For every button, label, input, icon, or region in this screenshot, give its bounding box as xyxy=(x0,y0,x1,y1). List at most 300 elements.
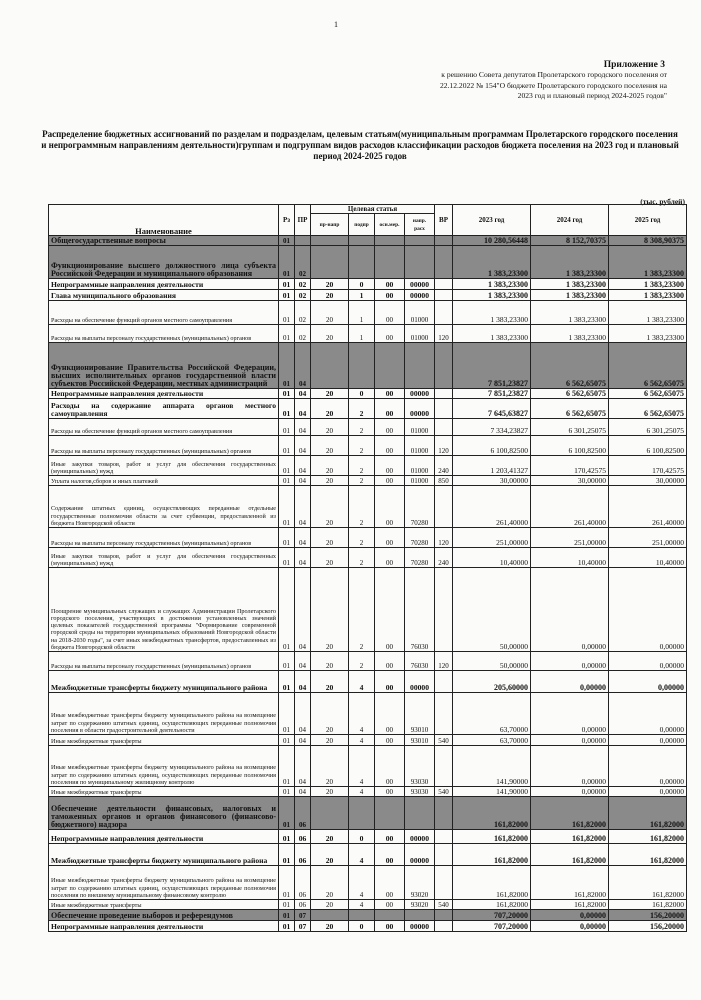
cell-napr-rash: 00000 xyxy=(405,290,435,301)
header-2025: 2025 год xyxy=(609,205,687,236)
cell-pr-napr: 20 xyxy=(311,921,349,932)
table-row xyxy=(49,486,687,528)
cell-2025: 6 562,65075 xyxy=(609,399,687,419)
cell-osn-mer: 00 xyxy=(375,746,405,787)
cell-vr xyxy=(435,389,453,399)
header-name: Наименование xyxy=(49,205,279,236)
cell-pr-napr: 20 xyxy=(311,528,349,548)
cell-2023: 205,60000 xyxy=(453,671,531,693)
cell-pr: 04 xyxy=(295,735,311,746)
cell-vr xyxy=(435,797,453,830)
cell-pr: 04 xyxy=(295,787,311,797)
cell-pr: 06 xyxy=(295,830,311,844)
cell-osn-mer: 00 xyxy=(375,844,405,866)
cell-podpr: 2 xyxy=(349,436,375,456)
cell-pr: 02 xyxy=(295,279,311,290)
table-row xyxy=(49,246,687,279)
cell-2025: 161,82000 xyxy=(609,900,687,910)
cell-2025: 0,00000 xyxy=(609,693,687,735)
cell-napr-rash: 70280 xyxy=(405,548,435,568)
cell-osn-mer: 00 xyxy=(375,735,405,746)
cell-name: Иные межбюджетные трансферты xyxy=(49,900,279,910)
cell-podpr: 1 xyxy=(349,301,375,325)
table-row xyxy=(49,290,687,301)
cell-pr-napr: 20 xyxy=(311,279,349,290)
cell-2025: 6 562,65075 xyxy=(609,343,687,389)
cell-name: Расходы на выплаты персоналу государственных (муниципальных) органов xyxy=(49,325,279,343)
cell-2023: 7 851,23827 xyxy=(453,343,531,389)
cell-pr-napr: 20 xyxy=(311,419,349,436)
cell-podpr xyxy=(349,797,375,830)
cell-2024: 6 100,82500 xyxy=(531,436,609,456)
cell-2024: 251,00000 xyxy=(531,528,609,548)
cell-2023: 50,00000 xyxy=(453,568,531,652)
cell-2023: 63,70000 xyxy=(453,735,531,746)
cell-podpr: 4 xyxy=(349,693,375,735)
header-podpr: подпр xyxy=(349,214,375,236)
cell-pr: 06 xyxy=(295,900,311,910)
cell-name: Уплата налогов,сборов и иных платежей xyxy=(49,476,279,486)
cell-2025: 0,00000 xyxy=(609,787,687,797)
cell-podpr: 4 xyxy=(349,671,375,693)
cell-podpr: 2 xyxy=(349,486,375,528)
cell-2024: 1 383,23300 xyxy=(531,325,609,343)
cell-napr-rash: 70280 xyxy=(405,486,435,528)
cell-pr-napr: 20 xyxy=(311,652,349,671)
cell-vr: 120 xyxy=(435,325,453,343)
cell-pr-napr: 20 xyxy=(311,900,349,910)
cell-rz: 01 xyxy=(279,735,295,746)
cell-vr xyxy=(435,866,453,900)
cell-name: Иные межбюджетные трансферты xyxy=(49,787,279,797)
cell-pr: 02 xyxy=(295,246,311,279)
cell-vr xyxy=(435,830,453,844)
cell-pr: 04 xyxy=(295,548,311,568)
cell-2024: 170,42575 xyxy=(531,456,609,476)
cell-napr-rash: 00000 xyxy=(405,830,435,844)
cell-rz: 01 xyxy=(279,568,295,652)
cell-vr xyxy=(435,746,453,787)
cell-pr-napr: 20 xyxy=(311,456,349,476)
cell-name: Обеспечение деятельности финансовых, налоговых и таможенных органов и органов финансового (финансово-бюджетного) надзора xyxy=(49,797,279,830)
cell-pr: 06 xyxy=(295,866,311,900)
cell-2023: 10 280,56448 xyxy=(453,236,531,246)
cell-pr: 06 xyxy=(295,797,311,830)
table-row xyxy=(49,568,687,652)
cell-osn-mer: 00 xyxy=(375,568,405,652)
header-rz: Рз xyxy=(279,205,295,236)
cell-pr: 04 xyxy=(295,456,311,476)
cell-2025: 0,00000 xyxy=(609,568,687,652)
cell-2023: 7 645,63827 xyxy=(453,399,531,419)
cell-osn-mer: 00 xyxy=(375,866,405,900)
cell-2025: 170,42575 xyxy=(609,456,687,476)
appendix-text: к решению Совета депутатов Пролетарского городского поселения от 22.12.2022 № 154"О бюджете Пролетарского городского поселения на 2023 год и плановый период 2024-2025 годов" xyxy=(439,70,667,100)
cell-2023: 7 334,23827 xyxy=(453,419,531,436)
cell-osn-mer: 00 xyxy=(375,787,405,797)
cell-2023: 707,20000 xyxy=(453,910,531,921)
header-pr-napr: пр-напр xyxy=(311,214,349,236)
cell-2024: 161,82000 xyxy=(531,830,609,844)
cell-vr: 120 xyxy=(435,528,453,548)
cell-osn-mer: 00 xyxy=(375,652,405,671)
cell-2023: 707,20000 xyxy=(453,921,531,932)
cell-2023: 141,90000 xyxy=(453,787,531,797)
table-row xyxy=(49,830,687,844)
budget-table xyxy=(48,204,687,932)
cell-2023: 1 383,23300 xyxy=(453,290,531,301)
header-napr-rash: напр. расх xyxy=(405,214,435,236)
table-row xyxy=(49,548,687,568)
cell-2024: 0,00000 xyxy=(531,693,609,735)
cell-pr-napr: 20 xyxy=(311,436,349,456)
cell-rz: 01 xyxy=(279,844,295,866)
table-row xyxy=(49,419,687,436)
cell-osn-mer: 00 xyxy=(375,301,405,325)
cell-2024: 6 301,25075 xyxy=(531,419,609,436)
cell-pr: 04 xyxy=(295,419,311,436)
table-row xyxy=(49,671,687,693)
cell-vr xyxy=(435,568,453,652)
table-row xyxy=(49,399,687,419)
cell-pr-napr: 20 xyxy=(311,290,349,301)
cell-podpr: 2 xyxy=(349,399,375,419)
cell-podpr: 2 xyxy=(349,528,375,548)
cell-rz: 01 xyxy=(279,236,295,246)
table-row xyxy=(49,528,687,548)
cell-osn-mer: 00 xyxy=(375,476,405,486)
cell-osn-mer: 00 xyxy=(375,389,405,399)
cell-pr: 04 xyxy=(295,693,311,735)
cell-pr-napr xyxy=(311,246,349,279)
cell-name: Функционирование высшего должностного лица субъекта Российской Федерации и муниципального образования xyxy=(49,246,279,279)
cell-pr: 06 xyxy=(295,844,311,866)
cell-name: Расходы на выплаты персоналу государственных (муниципальных) органов xyxy=(49,652,279,671)
cell-pr: 04 xyxy=(295,652,311,671)
cell-rz: 01 xyxy=(279,343,295,389)
cell-podpr: 2 xyxy=(349,652,375,671)
cell-2025: 261,40000 xyxy=(609,486,687,528)
cell-osn-mer: 00 xyxy=(375,486,405,528)
cell-2024: 1 383,23300 xyxy=(531,301,609,325)
cell-vr xyxy=(435,844,453,866)
cell-pr: 04 xyxy=(295,671,311,693)
cell-vr xyxy=(435,246,453,279)
cell-podpr: 0 xyxy=(349,389,375,399)
cell-2024: 0,00000 xyxy=(531,735,609,746)
cell-vr: 540 xyxy=(435,787,453,797)
table-row xyxy=(49,787,687,797)
header-2024: 2024 год xyxy=(531,205,609,236)
cell-rz: 01 xyxy=(279,246,295,279)
cell-2025: 0,00000 xyxy=(609,652,687,671)
cell-pr-napr: 20 xyxy=(311,866,349,900)
cell-2025: 161,82000 xyxy=(609,844,687,866)
cell-2024: 0,00000 xyxy=(531,746,609,787)
cell-podpr: 4 xyxy=(349,787,375,797)
header-osn-mer: осн.мер. xyxy=(375,214,405,236)
cell-2025: 1 383,23300 xyxy=(609,301,687,325)
cell-podpr: 4 xyxy=(349,844,375,866)
cell-2023: 161,82000 xyxy=(453,830,531,844)
cell-napr-rash: 00000 xyxy=(405,399,435,419)
cell-rz: 01 xyxy=(279,399,295,419)
cell-2023: 1 383,23300 xyxy=(453,325,531,343)
cell-2023: 161,82000 xyxy=(453,900,531,910)
cell-2023: 7 851,23827 xyxy=(453,389,531,399)
cell-2023: 30,00000 xyxy=(453,476,531,486)
cell-rz: 01 xyxy=(279,910,295,921)
cell-napr-rash xyxy=(405,910,435,921)
cell-napr-rash: 93020 xyxy=(405,900,435,910)
cell-pr-napr xyxy=(311,910,349,921)
table-row xyxy=(49,844,687,866)
cell-vr: 540 xyxy=(435,900,453,910)
cell-2024: 161,82000 xyxy=(531,900,609,910)
cell-vr xyxy=(435,671,453,693)
cell-vr: 120 xyxy=(435,652,453,671)
cell-name: Непрограммные направления деятельности xyxy=(49,830,279,844)
cell-osn-mer xyxy=(375,236,405,246)
cell-pr: 02 xyxy=(295,290,311,301)
cell-pr-napr: 20 xyxy=(311,693,349,735)
cell-napr-rash: 93030 xyxy=(405,787,435,797)
cell-rz: 01 xyxy=(279,528,295,548)
cell-2025: 156,20000 xyxy=(609,910,687,921)
cell-2023: 261,40000 xyxy=(453,486,531,528)
cell-vr xyxy=(435,236,453,246)
cell-osn-mer: 00 xyxy=(375,279,405,290)
cell-pr xyxy=(295,236,311,246)
cell-pr: 04 xyxy=(295,399,311,419)
table-row xyxy=(49,735,687,746)
cell-pr-napr: 20 xyxy=(311,844,349,866)
cell-2025: 156,20000 xyxy=(609,921,687,932)
cell-2023: 1 383,23300 xyxy=(453,301,531,325)
cell-pr-napr: 20 xyxy=(311,486,349,528)
header-target: Целевая статья xyxy=(311,205,435,214)
cell-rz: 01 xyxy=(279,290,295,301)
cell-podpr: 0 xyxy=(349,830,375,844)
cell-2025: 6 100,82500 xyxy=(609,436,687,456)
cell-pr: 04 xyxy=(295,389,311,399)
cell-osn-mer: 00 xyxy=(375,528,405,548)
cell-name: Непрограммные направления деятельности xyxy=(49,921,279,932)
cell-podpr: 1 xyxy=(349,325,375,343)
cell-osn-mer: 00 xyxy=(375,436,405,456)
cell-podpr: 4 xyxy=(349,900,375,910)
cell-napr-rash: 93030 xyxy=(405,746,435,787)
cell-vr: 850 xyxy=(435,476,453,486)
cell-napr-rash: 01000 xyxy=(405,476,435,486)
cell-2023: 1 383,23300 xyxy=(453,279,531,290)
cell-rz: 01 xyxy=(279,301,295,325)
cell-vr xyxy=(435,279,453,290)
cell-2025: 10,40000 xyxy=(609,548,687,568)
cell-vr: 240 xyxy=(435,456,453,476)
cell-podpr: 2 xyxy=(349,548,375,568)
cell-osn-mer: 00 xyxy=(375,399,405,419)
table-row xyxy=(49,652,687,671)
cell-name: Расходы на выплаты персоналу государственных (муниципальных) органов xyxy=(49,436,279,456)
cell-name: Межбюджетные трансферты бюджету муниципального района xyxy=(49,844,279,866)
cell-vr: 120 xyxy=(435,436,453,456)
cell-podpr: 4 xyxy=(349,866,375,900)
cell-2025: 161,82000 xyxy=(609,866,687,900)
table-row xyxy=(49,343,687,389)
cell-2025: 1 383,23300 xyxy=(609,279,687,290)
cell-2024: 0,00000 xyxy=(531,910,609,921)
cell-vr xyxy=(435,419,453,436)
document-title: Распределение бюджетных ассигнований по разделам и подразделам, целевым статьям(муниципальным программам Пролетарского городского поселения и непрограммным направлениям деятельности)группам и подгруппам видов расходов классификации расходов бюджета поселения на 2023 год и плановый период 2024-2025 годов xyxy=(41,129,679,161)
cell-napr-rash xyxy=(405,236,435,246)
cell-napr-rash xyxy=(405,797,435,830)
cell-2024: 0,00000 xyxy=(531,921,609,932)
cell-2024: 6 562,65075 xyxy=(531,399,609,419)
cell-osn-mer: 00 xyxy=(375,325,405,343)
cell-2024: 10,40000 xyxy=(531,548,609,568)
cell-pr: 07 xyxy=(295,921,311,932)
cell-pr-napr: 20 xyxy=(311,301,349,325)
cell-vr xyxy=(435,921,453,932)
cell-napr-rash: 93010 xyxy=(405,735,435,746)
cell-vr: 540 xyxy=(435,735,453,746)
cell-pr-napr: 20 xyxy=(311,399,349,419)
cell-pr: 02 xyxy=(295,301,311,325)
cell-pr-napr xyxy=(311,343,349,389)
cell-rz: 01 xyxy=(279,787,295,797)
cell-rz: 01 xyxy=(279,900,295,910)
cell-napr-rash: 01000 xyxy=(405,325,435,343)
cell-vr xyxy=(435,486,453,528)
cell-pr-napr: 20 xyxy=(311,325,349,343)
appendix-title: Приложение 3 xyxy=(603,60,665,70)
cell-napr-rash: 00000 xyxy=(405,921,435,932)
cell-name: Расходы на обеспечение функций органов местного самоуправления xyxy=(49,419,279,436)
table-row xyxy=(49,921,687,932)
cell-2025: 0,00000 xyxy=(609,671,687,693)
table-row xyxy=(49,389,687,399)
table-row xyxy=(49,866,687,900)
cell-2024: 6 562,65075 xyxy=(531,389,609,399)
table-row xyxy=(49,900,687,910)
cell-2025: 1 383,23300 xyxy=(609,290,687,301)
cell-name: Иные межбюджетные трансферты бюджету муниципального района на возмещение затрат по содержанию штатных единиц, осуществляющих переданные полномочия поселения по муниципальному жилищному контролю xyxy=(49,746,279,787)
cell-osn-mer xyxy=(375,343,405,389)
cell-name: Непрограммные направления деятельности xyxy=(49,279,279,290)
cell-rz: 01 xyxy=(279,866,295,900)
cell-name: Иные закупки товаров, работ и услуг для обеспечения государственных (муниципальных) нужд xyxy=(49,456,279,476)
cell-osn-mer: 00 xyxy=(375,671,405,693)
cell-vr xyxy=(435,290,453,301)
cell-name: Общегосударственные вопросы xyxy=(49,236,279,246)
cell-napr-rash: 93020 xyxy=(405,866,435,900)
cell-2024: 1 383,23300 xyxy=(531,290,609,301)
cell-podpr xyxy=(349,236,375,246)
cell-vr xyxy=(435,343,453,389)
cell-2025: 1 383,23300 xyxy=(609,246,687,279)
cell-pr: 04 xyxy=(295,568,311,652)
cell-2023: 1 203,41327 xyxy=(453,456,531,476)
cell-pr-napr: 20 xyxy=(311,389,349,399)
header-pr: ПР xyxy=(295,205,311,236)
cell-2025: 251,00000 xyxy=(609,528,687,548)
cell-name: Непрограммные направления деятельности xyxy=(49,389,279,399)
cell-pr: 04 xyxy=(295,486,311,528)
cell-pr-napr: 20 xyxy=(311,830,349,844)
cell-osn-mer: 00 xyxy=(375,830,405,844)
cell-pr: 07 xyxy=(295,910,311,921)
table-row xyxy=(49,325,687,343)
cell-rz: 01 xyxy=(279,279,295,290)
cell-rz: 01 xyxy=(279,671,295,693)
cell-2025: 161,82000 xyxy=(609,830,687,844)
cell-2023: 251,00000 xyxy=(453,528,531,548)
cell-pr-napr: 20 xyxy=(311,548,349,568)
cell-osn-mer: 00 xyxy=(375,419,405,436)
cell-name: Расходы на обеспечение функций органов местного самоуправления xyxy=(49,301,279,325)
cell-rz: 01 xyxy=(279,486,295,528)
cell-pr: 04 xyxy=(295,436,311,456)
table-row xyxy=(49,910,687,921)
cell-rz: 01 xyxy=(279,693,295,735)
cell-2025: 6 562,65075 xyxy=(609,389,687,399)
cell-osn-mer xyxy=(375,246,405,279)
cell-pr-napr: 20 xyxy=(311,671,349,693)
cell-rz: 01 xyxy=(279,830,295,844)
cell-osn-mer: 00 xyxy=(375,921,405,932)
cell-2024: 161,82000 xyxy=(531,866,609,900)
cell-osn-mer xyxy=(375,910,405,921)
cell-2025: 8 308,90375 xyxy=(609,236,687,246)
cell-rz: 01 xyxy=(279,797,295,830)
cell-podpr: 4 xyxy=(349,746,375,787)
cell-osn-mer: 00 xyxy=(375,693,405,735)
cell-rz: 01 xyxy=(279,476,295,486)
cell-podpr: 0 xyxy=(349,279,375,290)
cell-pr: 04 xyxy=(295,528,311,548)
cell-name: Расходы на содержание аппарата органов местного самоуправления xyxy=(49,399,279,419)
cell-pr-napr: 20 xyxy=(311,568,349,652)
cell-napr-rash: 01000 xyxy=(405,436,435,456)
cell-2024: 6 562,65075 xyxy=(531,343,609,389)
cell-2024: 8 152,70375 xyxy=(531,236,609,246)
cell-2023: 6 100,82500 xyxy=(453,436,531,456)
cell-vr: 240 xyxy=(435,548,453,568)
cell-pr-napr: 20 xyxy=(311,476,349,486)
table-row xyxy=(49,476,687,486)
cell-podpr: 0 xyxy=(349,921,375,932)
table-row xyxy=(49,797,687,830)
cell-podpr: 1 xyxy=(349,290,375,301)
cell-napr-rash xyxy=(405,343,435,389)
cell-pr: 04 xyxy=(295,746,311,787)
page-number: 1 xyxy=(334,20,338,29)
cell-2024: 0,00000 xyxy=(531,568,609,652)
cell-pr-napr xyxy=(311,797,349,830)
cell-2025: 161,82000 xyxy=(609,797,687,830)
cell-name: Межбюджетные трансферты бюджету муниципального района xyxy=(49,671,279,693)
cell-rz: 01 xyxy=(279,548,295,568)
header-vr: ВР xyxy=(435,205,453,236)
table-row xyxy=(49,746,687,787)
cell-rz: 01 xyxy=(279,456,295,476)
cell-2023: 1 383,23300 xyxy=(453,246,531,279)
cell-rz: 01 xyxy=(279,921,295,932)
cell-napr-rash: 76030 xyxy=(405,568,435,652)
cell-2024: 261,40000 xyxy=(531,486,609,528)
cell-2023: 63,70000 xyxy=(453,693,531,735)
